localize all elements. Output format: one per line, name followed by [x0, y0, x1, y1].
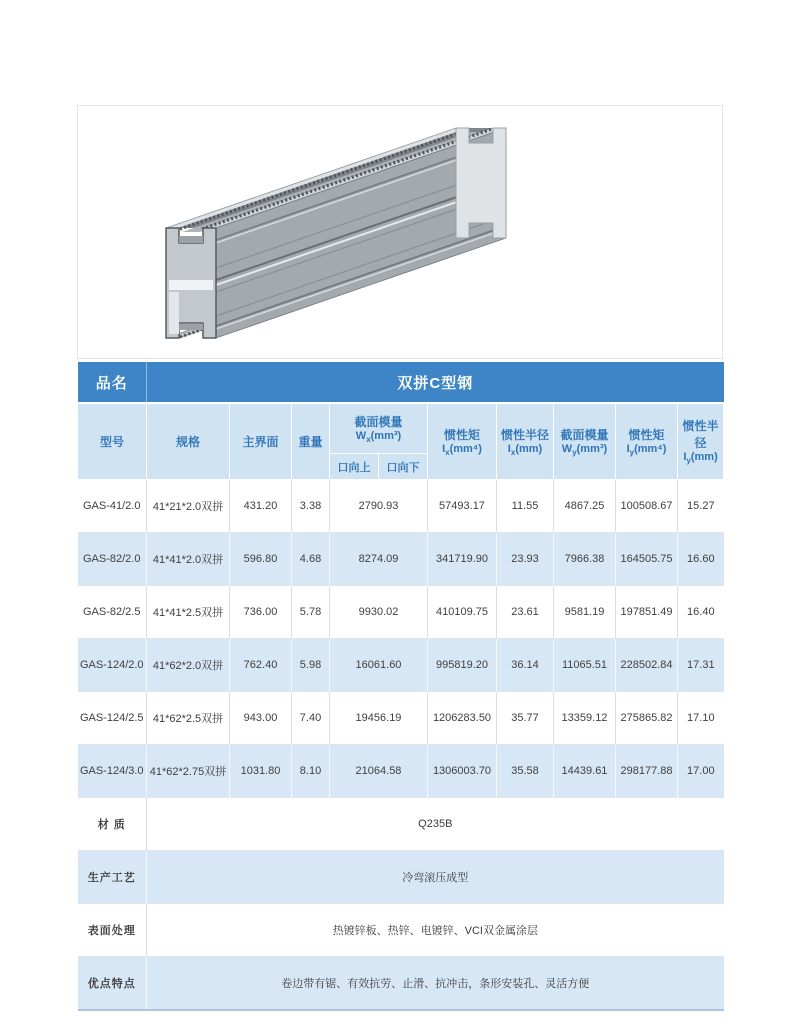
table-row — [78, 692, 724, 745]
col-header-wx-down: 口向下 — [379, 454, 428, 480]
cell-wx: 8274.09 — [330, 533, 428, 586]
cell-iy: 275865.82 — [616, 692, 678, 745]
col-header-section: 主界面 — [230, 403, 292, 480]
product-name-label: 品名 — [78, 362, 147, 403]
cell-weight: 8.10 — [292, 745, 330, 798]
cell-ry: 17.00 — [678, 745, 724, 798]
cell-weight: 5.98 — [292, 639, 330, 692]
cell-ry: 16.60 — [678, 533, 724, 586]
product-name-band — [78, 362, 724, 403]
table-row — [78, 480, 724, 533]
cell-weight: 4.68 — [292, 533, 330, 586]
cell-model: GAS-41/2.0 — [78, 480, 147, 533]
cell-ry: 17.31 — [678, 639, 724, 692]
cell-area: 736.00 — [230, 586, 292, 639]
cell-ix: 57493.17 — [428, 480, 497, 533]
cell-iy: 164505.75 — [616, 533, 678, 586]
info-value: Q235B — [147, 798, 724, 851]
cell-model: GAS-82/2.0 — [78, 533, 147, 586]
cell-spec: 41*62*2.5双拼 — [147, 692, 230, 745]
info-label: 优点特点 — [78, 957, 147, 1011]
cell-rx: 23.93 — [497, 533, 554, 586]
cell-rx: 23.61 — [497, 586, 554, 639]
cell-wy: 7966.38 — [554, 533, 616, 586]
cell-model: GAS-124/2.0 — [78, 639, 147, 692]
cell-ix: 1306003.70 — [428, 745, 497, 798]
table-row — [78, 586, 724, 639]
cell-wy: 11065.51 — [554, 639, 616, 692]
double-c-channel-3d-render — [78, 106, 722, 358]
cell-iy: 100508.67 — [616, 480, 678, 533]
cell-weight: 3.38 — [292, 480, 330, 533]
col-header-ry: 惯性半径 $I_y(mm)$ — [678, 403, 724, 480]
cell-rx: 36.14 — [497, 639, 554, 692]
cell-ix: 341719.90 — [428, 533, 497, 586]
info-label: 生产工艺 — [78, 851, 147, 904]
cell-spec: 41*41*2.5双拼 — [147, 586, 230, 639]
cell-ix: 1206283.50 — [428, 692, 497, 745]
spec-table — [77, 362, 724, 1011]
col-header-ix: 惯性矩 $I_x(mm^4)$ — [428, 403, 497, 480]
info-label: 材 质 — [78, 798, 147, 851]
table-row — [78, 639, 724, 692]
cell-iy: 197851.49 — [616, 586, 678, 639]
cell-spec: 41*21*2.0双拼 — [147, 480, 230, 533]
cell-iy: 298177.88 — [616, 745, 678, 798]
cell-ix: 410109.75 — [428, 586, 497, 639]
cell-ry: 15.27 — [678, 480, 724, 533]
info-row-features — [78, 957, 724, 1011]
cell-spec: 41*62*2.75双拼 — [147, 745, 230, 798]
cell-rx: 11.55 — [497, 480, 554, 533]
info-value: 热镀锌板、热锌、电镀锌、VCI双金属涂层 — [147, 904, 724, 957]
cell-area: 762.40 — [230, 639, 292, 692]
col-header-iy: 惯性矩 $I_y(mm^4)$ — [616, 403, 678, 480]
cell-area: 1031.80 — [230, 745, 292, 798]
col-header-wx: 截面模量 $W_x(mm^3)$ — [330, 403, 428, 454]
cell-ry: 16.40 — [678, 586, 724, 639]
cell-wy: 13359.12 — [554, 692, 616, 745]
table-row — [78, 745, 724, 798]
cell-wy: 9581.19 — [554, 586, 616, 639]
table-row — [78, 533, 724, 586]
info-value: 卷边带有锯、有效抗劳、止滑、抗冲击，条形安装孔、灵活方便 — [147, 957, 724, 1011]
product-sheet — [77, 105, 723, 1011]
cell-wy: 14439.61 — [554, 745, 616, 798]
info-row-material — [78, 798, 724, 851]
cell-iy: 228502.84 — [616, 639, 678, 692]
cell-area: 943.00 — [230, 692, 292, 745]
cell-wx: 2790.93 — [330, 480, 428, 533]
cell-model: GAS-124/3.0 — [78, 745, 147, 798]
cell-rx: 35.58 — [497, 745, 554, 798]
cell-wx: 16061.60 — [330, 639, 428, 692]
cell-spec: 41*62*2.0双拼 — [147, 639, 230, 692]
cell-ix: 995819.20 — [428, 639, 497, 692]
cell-weight: 7.40 — [292, 692, 330, 745]
info-row-surface — [78, 904, 724, 957]
col-header-weight: 重量 — [292, 403, 330, 480]
col-header-spec: 规格 — [147, 403, 230, 480]
cell-wy: 4867.25 — [554, 480, 616, 533]
info-label: 表面处理 — [78, 904, 147, 957]
cell-wx: 19456.19 — [330, 692, 428, 745]
product-name-value: 双拼C型钢 — [147, 362, 724, 403]
col-header-wy: 截面模量 $W_y(mm^3)$ — [554, 403, 616, 480]
col-header-model: 型号 — [78, 403, 147, 480]
info-value: 冷弯滚压成型 — [147, 851, 724, 904]
cell-model: GAS-124/2.5 — [78, 692, 147, 745]
cell-wx: 9930.02 — [330, 586, 428, 639]
cell-area: 596.80 — [230, 533, 292, 586]
cell-ry: 17.10 — [678, 692, 724, 745]
cell-rx: 35.77 — [497, 692, 554, 745]
col-header-wx-up: 口向上 — [330, 454, 379, 480]
info-row-process — [78, 851, 724, 904]
cell-spec: 41*41*2.0双拼 — [147, 533, 230, 586]
cell-area: 431.20 — [230, 480, 292, 533]
product-image-panel — [77, 105, 723, 359]
cell-model: GAS-82/2.5 — [78, 586, 147, 639]
col-header-rx: 惯性半径 $I_x(mm)$ — [497, 403, 554, 480]
cell-weight: 5.78 — [292, 586, 330, 639]
cell-wx: 21064.58 — [330, 745, 428, 798]
header-row — [78, 403, 724, 454]
